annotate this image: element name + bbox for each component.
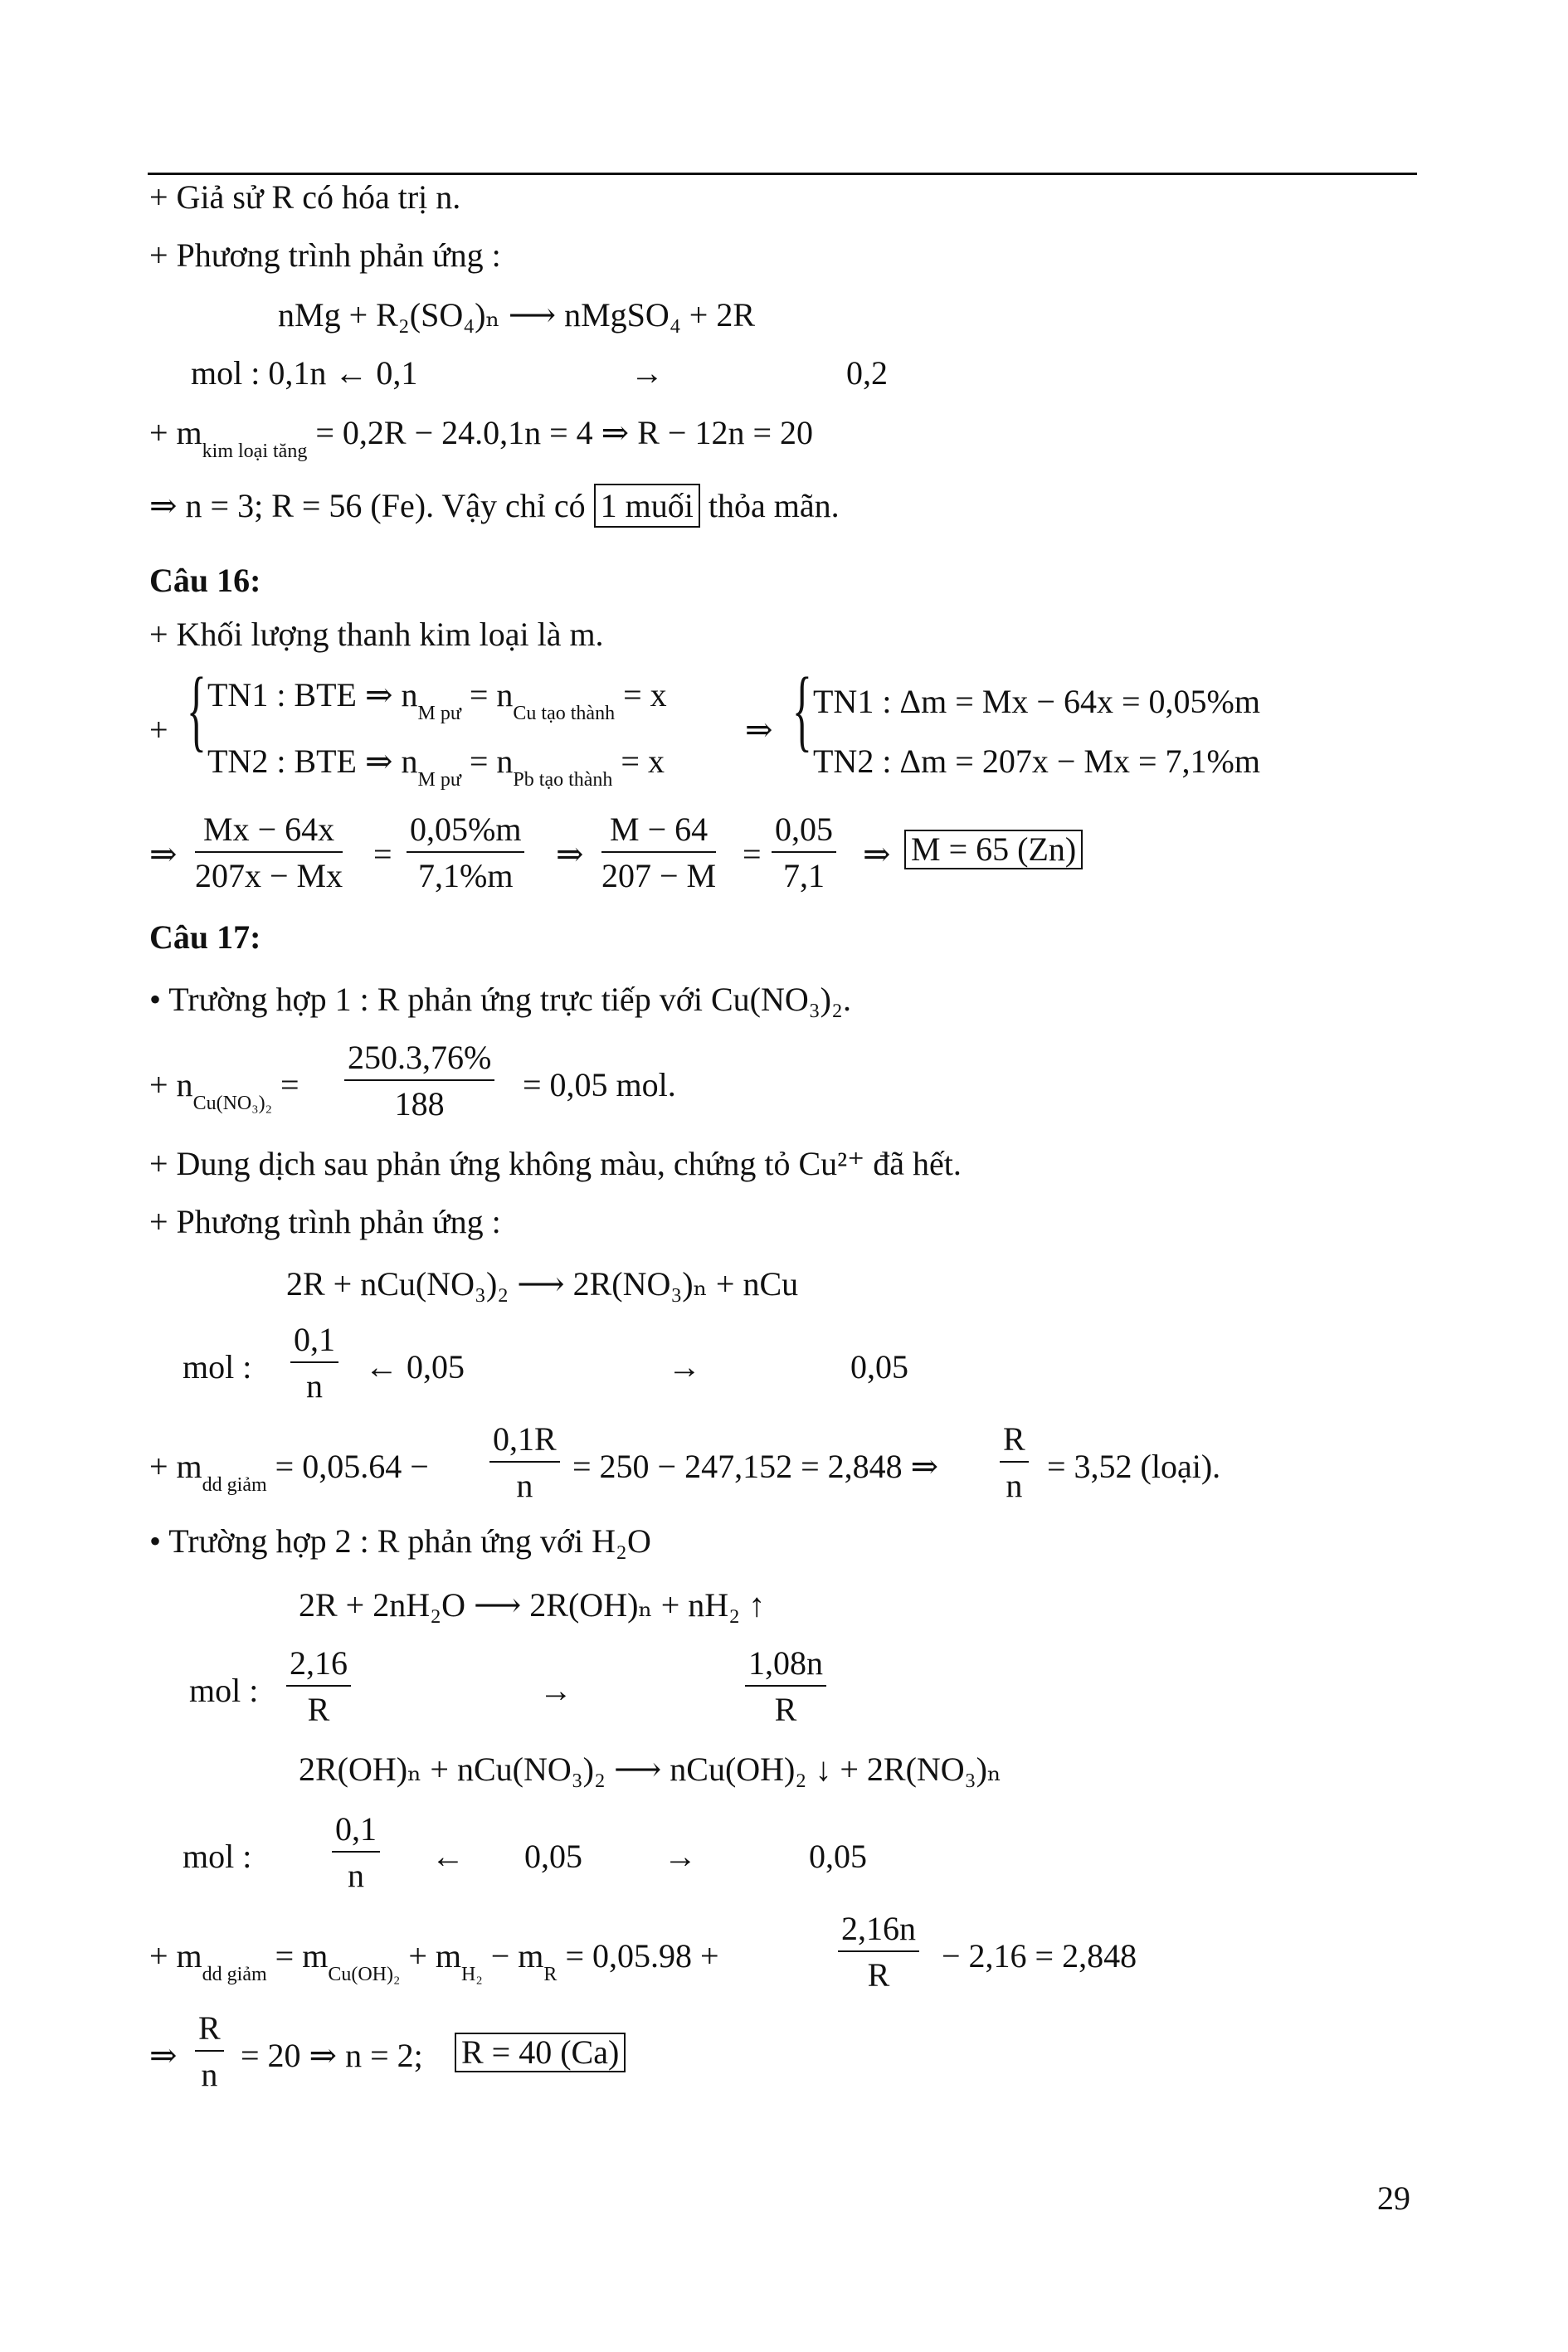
implies: ⇒: [745, 711, 773, 748]
numerator: 0,1: [290, 1323, 338, 1363]
equation: 2R + nCu(NO₃)₂ ⟶ 2R(NO₃)ₙ + nCu: [286, 1265, 799, 1303]
question-heading: Câu 16:: [149, 562, 261, 599]
result-text: ⇒ n = 3; R = 56 (Fe). Vậy chỉ có: [149, 487, 586, 524]
fraction-0-1r: [489, 1420, 560, 1504]
text-line: + Giả sử R có hóa trị n.: [149, 178, 461, 216]
arrow: →: [668, 1348, 701, 1385]
numerator: R: [1000, 1423, 1029, 1463]
denominator: n: [201, 2056, 218, 2093]
denominator: n: [516, 1467, 533, 1504]
fraction-moles: [344, 1041, 494, 1121]
numerator: 0,1: [332, 1813, 380, 1853]
m-subscript: dd giảm: [202, 1964, 267, 1985]
mol-value: 0,05: [850, 1348, 908, 1385]
fraction-1-08n: [745, 1644, 826, 1728]
numerator: M − 64: [601, 813, 716, 853]
cuoh2-subscript: Cu(OH)₂: [328, 1964, 401, 1985]
result-line: [149, 489, 840, 523]
equals: =: [280, 1066, 299, 1103]
numerator: 0,05%m: [407, 813, 524, 853]
left-brace: {: [187, 659, 207, 760]
fraction-2-16: [286, 1644, 351, 1728]
tn2-delta: TN2 : Δm = 207x − Mx = 7,1%m: [813, 743, 1260, 780]
expression: = 0,05.98 +: [565, 1937, 719, 1975]
denominator: R: [867, 1956, 890, 1994]
tn1-eq: = n: [469, 676, 514, 713]
tn2-eq: = n: [469, 743, 514, 780]
denominator: R: [307, 1691, 330, 1728]
denominator: 207 − M: [601, 857, 717, 894]
plus-m: + m: [408, 1937, 462, 1975]
tn1-delta: TN1 : Δm = Mx − 64x = 0,05%m: [813, 683, 1260, 720]
equals: =: [373, 835, 392, 873]
expression: = 0,05.64 −: [275, 1448, 429, 1485]
mol-value: 0,2: [846, 354, 888, 392]
arrow: ←: [431, 1838, 465, 1875]
arrow: →: [631, 354, 664, 392]
case-line: • Trường hợp 1 : R phản ứng trực tiếp với Cu(NO₃)₂.: [149, 981, 851, 1018]
mol-value: 0,05: [809, 1838, 867, 1875]
equation: 2R + 2nH₂O ⟶ 2R(OH)ₙ + nH₂ ↑: [299, 1586, 766, 1624]
arrow: →: [664, 1838, 697, 1875]
mass-equation: = 0,2R − 24.0,1n = 4 ⇒ R − 12n = 20: [315, 414, 813, 451]
arrow: →: [539, 1672, 572, 1709]
boxed-answer: 1 muối: [594, 484, 700, 528]
mol-value: ← 0,05: [365, 1348, 465, 1385]
expression: = 250 − 247,152 = 2,848 ⇒: [572, 1448, 939, 1485]
denominator: n: [1006, 1467, 1023, 1504]
tn2-text: TN2 : BTE ⇒ n: [207, 743, 418, 780]
denominator: 207x − Mx: [195, 857, 343, 894]
case-line: • Trường hợp 2 : R phản ứng với H₂O: [149, 1522, 651, 1560]
fraction-mol: [290, 1323, 338, 1403]
numerator: R: [195, 2012, 224, 2052]
mass-symbol: + m: [149, 414, 202, 451]
numerator: 250.3,76%: [344, 1041, 494, 1081]
expression: = 20 ⇒ n = 2;: [241, 2037, 423, 2074]
fraction-0-1: [332, 1810, 380, 1894]
denominator: 7,1%m: [418, 857, 514, 894]
equation: nMg + R₂(SO₄)ₙ ⟶ nMgSO₄ + 2R: [278, 296, 755, 334]
mass-line: [149, 1937, 719, 1985]
tn2-sub: M pư: [417, 769, 461, 791]
implies: ⇒: [149, 835, 178, 873]
denominator: n: [348, 1857, 364, 1894]
mol-line: mol : 0,1n ← 0,1: [191, 354, 418, 392]
fraction-4: [772, 813, 836, 893]
fraction-2: [407, 813, 524, 893]
numerator: Mx − 64x: [195, 813, 343, 853]
expression-result: = 3,52 (loại).: [1047, 1448, 1221, 1485]
m-symbol: + m: [149, 1937, 202, 1975]
text-line: + Dung dịch sau phản ứng không màu, chứng tỏ Cu²⁺ đã hết.: [149, 1145, 962, 1182]
moles-line: [149, 1066, 299, 1114]
tn1-line: [207, 676, 667, 724]
mol-label: mol :: [183, 1838, 252, 1875]
mol-value: 0,05: [524, 1838, 582, 1875]
numerator: 0,05: [772, 813, 836, 853]
equation: 2R(OH)ₙ + nCu(NO₃)₂ ⟶ nCu(OH)₂ ↓ + 2R(NO₃)ₙ: [299, 1751, 1002, 1788]
fraction-1: [195, 813, 343, 893]
expression-result: − 2,16 = 2,848: [942, 1937, 1137, 1975]
numerator: 2,16: [286, 1647, 351, 1687]
numerator: 1,08n: [745, 1647, 826, 1687]
mol-label: mol :: [189, 1672, 259, 1709]
m-subscript: dd giảm: [202, 1474, 267, 1496]
implies: ⇒: [149, 2037, 178, 2074]
question-heading: Câu 17:: [149, 918, 261, 956]
fraction-r-n: [195, 2009, 224, 2093]
r-subscript: R: [543, 1964, 558, 1985]
implies: ⇒: [556, 835, 584, 873]
fraction-2-16n: [838, 1912, 919, 1992]
n-subscript: Cu(NO₃)₂: [192, 1093, 272, 1114]
mass-line: [149, 414, 813, 462]
tn2-sub2: Pb tạo thành: [513, 769, 613, 791]
moles-result: = 0,05 mol.: [523, 1066, 676, 1103]
denominator: 188: [394, 1085, 445, 1122]
text-line: + Phương trình phản ứng :: [149, 236, 501, 274]
text-line: + Phương trình phản ứng :: [149, 1203, 501, 1240]
page-number: 29: [1377, 2179, 1410, 2217]
denominator: R: [774, 1691, 797, 1728]
h2-subscript: H₂: [461, 1964, 483, 1985]
equals-m: = m: [275, 1937, 329, 1975]
header-rule: [148, 173, 1417, 175]
plus-sign: +: [149, 711, 168, 748]
tn1-sub2: Cu tạo thành: [513, 703, 616, 724]
m-symbol: + m: [149, 1448, 202, 1485]
implies: ⇒: [863, 835, 891, 873]
result-text-end: thỏa mãn.: [708, 487, 840, 524]
mol-label: mol :: [183, 1348, 252, 1385]
numerator: 0,1R: [489, 1423, 560, 1463]
tn1-x: = x: [623, 676, 667, 713]
denominator: 7,1: [783, 857, 825, 894]
fraction-r-n: [1000, 1420, 1029, 1504]
tn2-x: = x: [621, 743, 665, 780]
fraction-3: [601, 813, 716, 893]
tn2-line: [207, 743, 665, 791]
mass-line: [149, 1448, 429, 1496]
equals: =: [743, 835, 762, 873]
text-line: + Khối lượng thanh kim loại là m.: [149, 616, 604, 653]
boxed-answer: M = 65 (Zn): [904, 830, 1083, 869]
denominator: n: [306, 1367, 323, 1405]
boxed-answer: R = 40 (Ca): [455, 2033, 626, 2072]
right-system-brace: {: [792, 659, 812, 760]
tn1-sub: M pư: [417, 703, 461, 724]
mass-subscript: kim loại tăng: [202, 441, 308, 462]
tn1-text: TN1 : BTE ⇒ n: [207, 676, 418, 713]
n-symbol: + n: [149, 1066, 193, 1103]
numerator: 2,16n: [838, 1912, 919, 1952]
minus-m: − m: [490, 1937, 544, 1975]
